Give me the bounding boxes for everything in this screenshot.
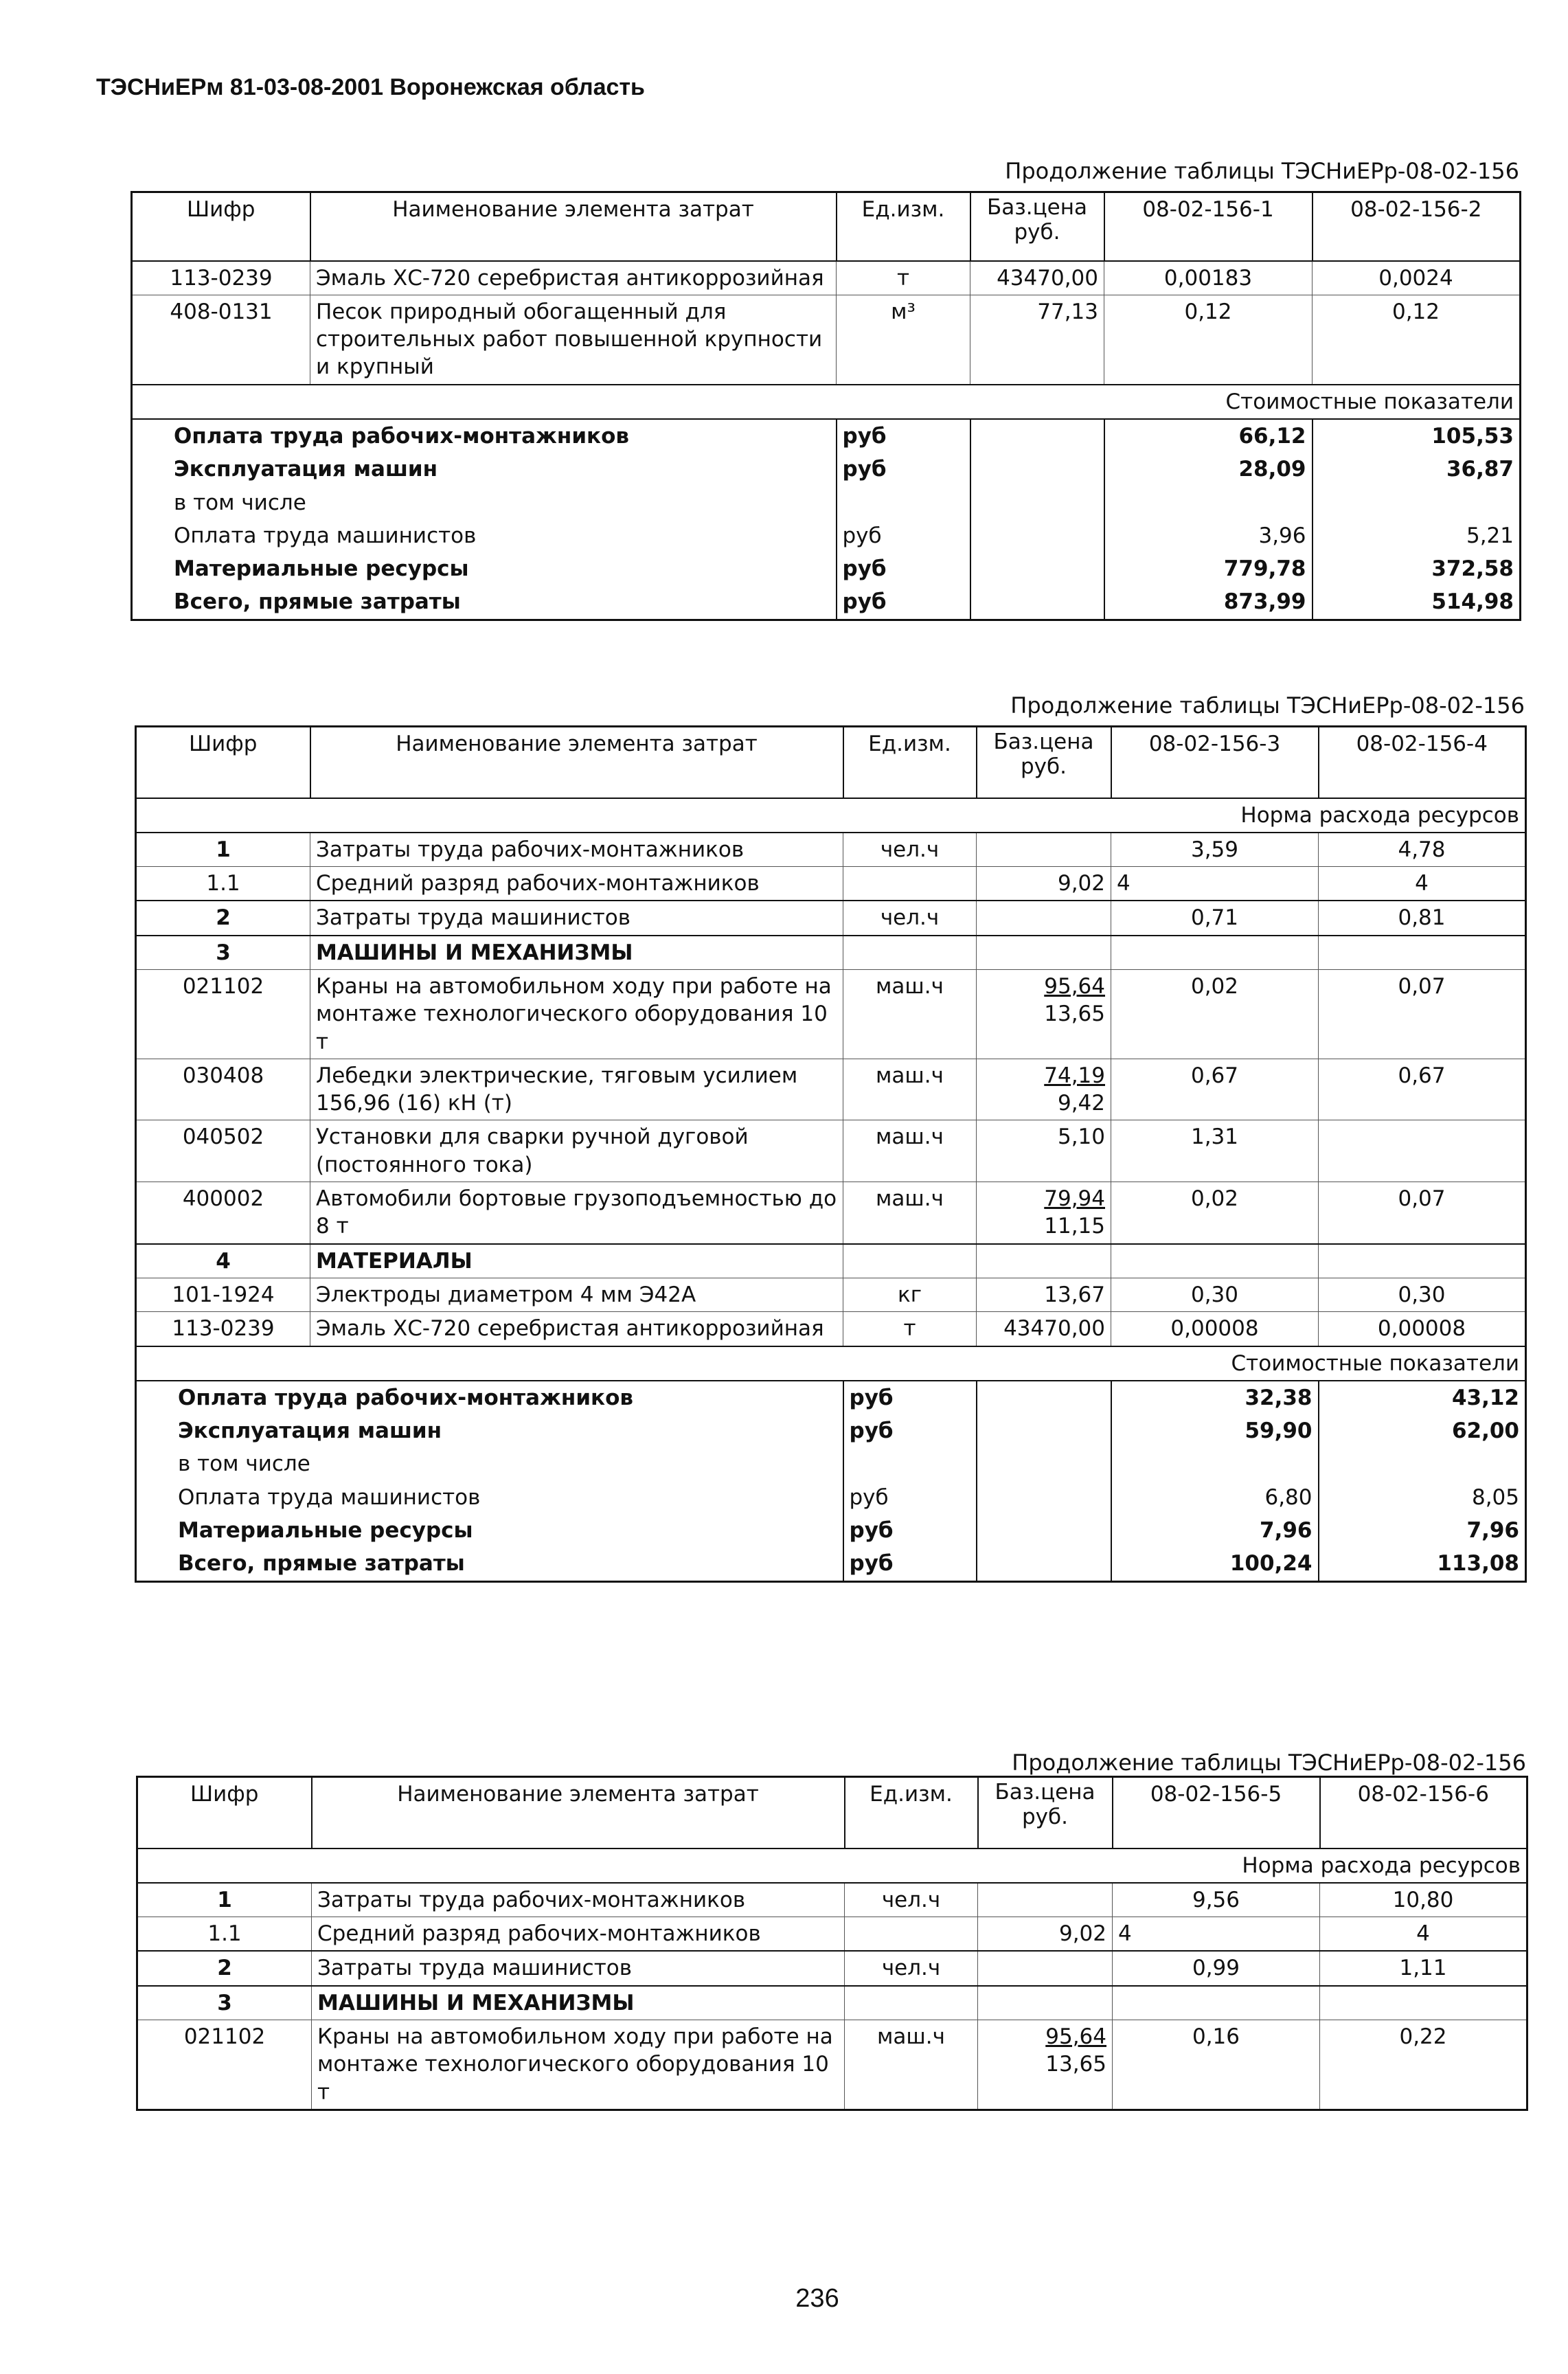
row-norm-2: 4 (1320, 1917, 1527, 1952)
row-name: Средний разряд рабочих-монтажников (310, 867, 843, 901)
row-unit: чел.ч (845, 1951, 978, 1985)
row-norm-2: 10,80 (1320, 1883, 1527, 1917)
table-row (136, 901, 1526, 935)
row-name: МАТЕРИАЛЫ (310, 1244, 843, 1278)
summary-row (132, 486, 1521, 519)
table-row (132, 261, 1521, 295)
row-name: Затраты труда машинистов (310, 901, 843, 935)
row-norm-1: 0,00008 (1111, 1312, 1319, 1346)
summary-price-empty (970, 585, 1104, 620)
table-row (136, 1312, 1526, 1346)
resource-table-3 (136, 1776, 1528, 2111)
row-norm-1: 0,71 (1111, 901, 1319, 935)
row-code: 4 (136, 1244, 310, 1278)
summary-value-2: 514,98 (1313, 585, 1521, 620)
row-name: Эмаль ХС-720 серебристая антикоррозийная (310, 1312, 843, 1346)
norm-heading: Норма расхода ресурсов (136, 798, 1526, 833)
summary-price-empty (977, 1414, 1111, 1447)
summary-row (136, 1414, 1526, 1447)
row-norm-2: 0,30 (1319, 1278, 1526, 1311)
row-code: 408-0131 (132, 295, 310, 384)
row-price (977, 867, 1111, 901)
row-unit (845, 1986, 978, 2020)
summary-label: Всего, прямые затраты (136, 1547, 843, 1581)
summary-label: Эксплуатация машин (136, 1414, 843, 1447)
row-unit: маш.ч (843, 1059, 977, 1120)
row-price-total: 43470,00 (1003, 1316, 1105, 1342)
summary-price-empty (977, 1481, 1111, 1514)
row-code: 1 (136, 833, 310, 867)
row-price (978, 1986, 1113, 2020)
row-norm-1 (1111, 1244, 1319, 1278)
table-row (136, 1278, 1526, 1311)
row-price (977, 1059, 1111, 1120)
row-norm-1: 3,59 (1111, 833, 1319, 867)
row-code: 113-0239 (136, 1312, 310, 1346)
summary-row (136, 1481, 1526, 1514)
col-header-name: Наименование элемента затрат (310, 727, 843, 798)
row-price-labor: 9,42 (1057, 1091, 1105, 1116)
row-price (977, 969, 1111, 1059)
row-price-total: 74,19 (1044, 1063, 1105, 1088)
row-price (977, 936, 1111, 970)
summary-row (132, 453, 1521, 486)
row-price (978, 1951, 1113, 1985)
row-unit (845, 1917, 978, 1952)
summary-row (136, 1447, 1526, 1480)
row-norm-2: 0,81 (1319, 901, 1526, 935)
row-unit (843, 936, 977, 970)
summary-unit (837, 486, 970, 519)
row-code: 1.1 (136, 867, 310, 901)
row-norm-1: 0,67 (1111, 1059, 1319, 1120)
summary-price-empty (977, 1514, 1111, 1547)
table1-summary (132, 419, 1521, 620)
row-unit: маш.ч (845, 2020, 978, 2110)
summary-price-empty (970, 519, 1104, 552)
summary-value-2: 105,53 (1313, 419, 1521, 453)
summary-row (136, 1547, 1526, 1581)
row-norm-1: 4 (1113, 1917, 1320, 1952)
row-code: 1.1 (137, 1917, 312, 1952)
row-unit: т (843, 1312, 977, 1346)
col-header-norm-4: 08-02-156-4 (1319, 727, 1526, 798)
row-norm-1: 0,12 (1104, 295, 1313, 384)
table-row (137, 2020, 1527, 2110)
table-row (132, 295, 1521, 384)
col-header-code: Шифр (132, 192, 310, 261)
row-name: Лебедки электрические, тяговым усилием 156,96 (16) кН (т) (310, 1059, 843, 1120)
row-norm-1: 0,00183 (1104, 261, 1313, 295)
summary-unit: руб (843, 1514, 977, 1547)
row-code: 030408 (136, 1059, 310, 1120)
row-code: 021102 (136, 969, 310, 1059)
col-header-unit: Ед.изм. (845, 1777, 978, 1849)
col-header-norm-1: 08-02-156-1 (1104, 192, 1313, 261)
row-price (978, 1917, 1113, 1952)
row-code: 2 (137, 1951, 312, 1985)
row-price (970, 295, 1104, 384)
row-unit: т (837, 261, 970, 295)
col-header-norm-2: 08-02-156-2 (1313, 192, 1521, 261)
summary-unit: руб (843, 1547, 977, 1581)
summary-unit: руб (837, 453, 970, 486)
col-header-price: Баз.цена руб. (978, 1777, 1113, 1849)
row-price-total: 43470,00 (997, 265, 1098, 291)
row-norm-1: 0,99 (1113, 1951, 1320, 1985)
resource-table-1 (130, 191, 1521, 621)
summary-unit: руб (837, 419, 970, 453)
summary-row (132, 585, 1521, 620)
summary-value-2: 372,58 (1313, 552, 1521, 585)
summary-row (132, 552, 1521, 585)
row-unit: м³ (837, 295, 970, 384)
summary-label: Оплата труда рабочих-монтажников (136, 1381, 843, 1414)
row-norm-2: 1,11 (1320, 1951, 1527, 1985)
summary-unit: руб (837, 585, 970, 620)
summary-unit (843, 1447, 977, 1480)
row-code: 3 (136, 936, 310, 970)
row-norm-1 (1113, 1986, 1320, 2020)
row-unit: маш.ч (843, 969, 977, 1059)
table-row (136, 1244, 1526, 1278)
table3-caption: Продолжение таблицы ТЭСНиЕРр-08-02-156 (1012, 1750, 1526, 1776)
summary-label: Оплата труда машинистов (136, 1481, 843, 1514)
summary-value-2: 36,87 (1313, 453, 1521, 486)
table-row (136, 1059, 1526, 1120)
row-price-total: 5,10 (1057, 1124, 1105, 1150)
summary-label: Материальные ресурсы (132, 552, 837, 585)
summary-value-1: 779,78 (1104, 552, 1313, 585)
col-header-name: Наименование элемента затрат (312, 1777, 845, 1849)
row-code: 2 (136, 901, 310, 935)
table-row (136, 1182, 1526, 1244)
table-row (137, 1951, 1527, 1985)
row-norm-2: 0,00008 (1319, 1312, 1526, 1346)
summary-unit: руб (837, 519, 970, 552)
row-name: Средний разряд рабочих-монтажников (312, 1917, 845, 1952)
row-code: 3 (137, 1986, 312, 2020)
summary-value-2 (1313, 486, 1521, 519)
row-name: Песок природный обогащенный для строительных работ повышенной крупности и крупный (310, 295, 837, 384)
summary-value-2: 43,12 (1319, 1381, 1526, 1414)
row-norm-2: 4 (1319, 867, 1526, 901)
row-unit: маш.ч (843, 1182, 977, 1244)
row-norm-2 (1319, 936, 1526, 970)
summary-unit: руб (837, 552, 970, 585)
row-norm-1: 9,56 (1113, 1883, 1320, 1917)
row-unit: маш.ч (843, 1120, 977, 1182)
summary-label: Оплата труда машинистов (132, 519, 837, 552)
row-price (977, 1312, 1111, 1346)
section-heading-row (136, 1346, 1526, 1381)
row-name: МАШИНЫ И МЕХАНИЗМЫ (312, 1986, 845, 2020)
row-price-total: 77,13 (1037, 299, 1098, 324)
summary-label: Всего, прямые затраты (132, 585, 837, 620)
col-header-code: Шифр (136, 727, 310, 798)
row-price-labor: 13,65 (1044, 1002, 1105, 1027)
row-price-labor: 11,15 (1044, 1214, 1105, 1239)
summary-value-2: 113,08 (1319, 1547, 1526, 1581)
row-unit (843, 867, 977, 901)
row-price (978, 2020, 1113, 2110)
summary-row (136, 1381, 1526, 1414)
summary-value-1: 28,09 (1104, 453, 1313, 486)
col-header-norm-5: 08-02-156-5 (1113, 1777, 1320, 1849)
row-unit: чел.ч (843, 901, 977, 935)
row-price (977, 1278, 1111, 1311)
table-row (136, 867, 1526, 901)
row-price (977, 1244, 1111, 1278)
row-norm-1: 0,02 (1111, 969, 1319, 1059)
col-header-price: Баз.цена руб. (970, 192, 1104, 261)
summary-row (136, 1514, 1526, 1547)
summary-price-empty (977, 1447, 1111, 1480)
row-norm-1: 0,16 (1113, 2020, 1320, 2110)
table-row (136, 969, 1526, 1059)
summary-unit: руб (843, 1481, 977, 1514)
row-norm-2: 0,12 (1313, 295, 1521, 384)
summary-row (132, 519, 1521, 552)
row-norm-1: 1,31 (1111, 1120, 1319, 1182)
row-price-total: 95,64 (1045, 2024, 1106, 2049)
summary-price-empty (977, 1547, 1111, 1581)
table1-body (132, 261, 1521, 385)
table-row (137, 1986, 1527, 2020)
row-name: МАШИНЫ И МЕХАНИЗМЫ (310, 936, 843, 970)
summary-value-1: 66,12 (1104, 419, 1313, 453)
row-norm-2: 0,07 (1319, 969, 1526, 1059)
summary-value-1 (1104, 486, 1313, 519)
row-code: 040502 (136, 1120, 310, 1182)
summary-value-1 (1111, 1447, 1319, 1480)
summary-label: Эксплуатация машин (132, 453, 837, 486)
summary-label: в том числе (136, 1447, 843, 1480)
row-code: 021102 (137, 2020, 312, 2110)
col-header-norm-6: 08-02-156-6 (1320, 1777, 1527, 1849)
summary-value-1: 100,24 (1111, 1547, 1319, 1581)
row-price-labor: 13,65 (1045, 2052, 1106, 2077)
summary-value-1: 873,99 (1104, 585, 1313, 620)
resource-table-2 (135, 725, 1527, 1583)
row-norm-2: 0,67 (1319, 1059, 1526, 1120)
row-price-total: 9,02 (1057, 871, 1105, 896)
summary-unit: руб (843, 1381, 977, 1414)
col-header-unit: Ед.изм. (843, 727, 977, 798)
summary-price-empty (970, 486, 1104, 519)
row-code: 1 (137, 1883, 312, 1917)
row-price (977, 1120, 1111, 1182)
row-name: Эмаль ХС-720 серебристая антикоррозийная (310, 261, 837, 295)
summary-unit: руб (843, 1414, 977, 1447)
row-price-total: 79,94 (1044, 1186, 1105, 1212)
summary-value-1: 32,38 (1111, 1381, 1319, 1414)
row-price-total: 13,67 (1044, 1282, 1105, 1307)
row-norm-2: 0,07 (1319, 1182, 1526, 1244)
summary-label: в том числе (132, 486, 837, 519)
summary-label: Материальные ресурсы (136, 1514, 843, 1547)
row-name: Затраты труда рабочих-монтажников (310, 833, 843, 867)
row-norm-2: 0,22 (1320, 2020, 1527, 2110)
section-heading-row (132, 385, 1521, 419)
row-norm-2 (1319, 1120, 1526, 1182)
table-row (137, 1883, 1527, 1917)
table-header-row (137, 1777, 1527, 1849)
table-row (136, 1120, 1526, 1182)
norm-heading-row (136, 798, 1526, 833)
summary-row (132, 419, 1521, 453)
summary-value-2: 8,05 (1319, 1481, 1526, 1514)
table-row (136, 936, 1526, 970)
row-unit (843, 1244, 977, 1278)
row-norm-2 (1319, 1244, 1526, 1278)
summary-value-2: 5,21 (1313, 519, 1521, 552)
summary-value-2: 7,96 (1319, 1514, 1526, 1547)
row-unit: чел.ч (843, 833, 977, 867)
row-name: Автомобили бортовые грузоподъемностью до 8 т (310, 1182, 843, 1244)
summary-price-empty (977, 1381, 1111, 1414)
col-header-unit: Ед.изм. (837, 192, 970, 261)
summary-value-1: 7,96 (1111, 1514, 1319, 1547)
summary-value-1: 59,90 (1111, 1414, 1319, 1447)
page-number: 236 (795, 2284, 839, 2313)
summary-value-1: 6,80 (1111, 1481, 1319, 1514)
col-header-norm-3: 08-02-156-3 (1111, 727, 1319, 798)
row-name: Краны на автомобильном ходу при работе на монтаже технологического оборудования 10 т (312, 2020, 845, 2110)
table2-caption: Продолжение таблицы ТЭСНиЕРр-08-02-156 (1010, 692, 1525, 719)
row-name: Затраты труда машинистов (312, 1951, 845, 1985)
summary-label: Оплата труда рабочих-монтажников (132, 419, 837, 453)
summary-value-1: 3,96 (1104, 519, 1313, 552)
row-norm-1: 0,30 (1111, 1278, 1319, 1311)
section-heading: Стоимостные показатели (132, 385, 1521, 419)
col-header-name: Наименование элемента затрат (310, 192, 837, 261)
row-price-total: 9,02 (1058, 1921, 1106, 1947)
row-name: Электроды диаметром 4 мм Э42А (310, 1278, 843, 1311)
row-code: 113-0239 (132, 261, 310, 295)
summary-price-empty (970, 419, 1104, 453)
row-name: Затраты труда рабочих-монтажников (312, 1883, 845, 1917)
table2-body (136, 833, 1526, 1346)
table-row (136, 833, 1526, 867)
table-header-row (132, 192, 1521, 261)
summary-value-2 (1319, 1447, 1526, 1480)
row-norm-2: 0,0024 (1313, 261, 1521, 295)
row-code: 400002 (136, 1182, 310, 1244)
row-unit: чел.ч (845, 1883, 978, 1917)
col-header-code: Шифр (137, 1777, 312, 1849)
summary-price-empty (970, 453, 1104, 486)
norm-heading-row (137, 1849, 1527, 1883)
norm-heading: Норма расхода ресурсов (137, 1849, 1527, 1883)
document-header: ТЭСНиЕРм 81-03-08-2001 Воронежская область (96, 74, 645, 100)
row-unit: кг (843, 1278, 977, 1311)
col-header-price: Баз.цена руб. (977, 727, 1111, 798)
row-price (978, 1883, 1113, 1917)
table-row (137, 1917, 1527, 1952)
row-norm-1: 4 (1111, 867, 1319, 901)
summary-value-2: 62,00 (1319, 1414, 1526, 1447)
row-norm-2 (1320, 1986, 1527, 2020)
row-price (970, 261, 1104, 295)
table2-summary (136, 1381, 1526, 1581)
row-name: Краны на автомобильном ходу при работе на монтаже технологического оборудования 10 т (310, 969, 843, 1059)
summary-price-empty (970, 552, 1104, 585)
row-norm-1 (1111, 936, 1319, 970)
row-name: Установки для сварки ручной дуговой (постоянного тока) (310, 1120, 843, 1182)
row-norm-2: 4,78 (1319, 833, 1526, 867)
row-price-total: 95,64 (1044, 973, 1105, 999)
row-price (977, 1182, 1111, 1244)
table-header-row (136, 727, 1526, 798)
table1-caption: Продолжение таблицы ТЭСНиЕРр-08-02-156 (1005, 158, 1519, 184)
row-code: 101-1924 (136, 1278, 310, 1311)
row-price (977, 901, 1111, 935)
table3-body (137, 1883, 1527, 2110)
section-heading: Стоимостные показатели (136, 1346, 1526, 1381)
row-price (977, 833, 1111, 867)
row-norm-1: 0,02 (1111, 1182, 1319, 1244)
